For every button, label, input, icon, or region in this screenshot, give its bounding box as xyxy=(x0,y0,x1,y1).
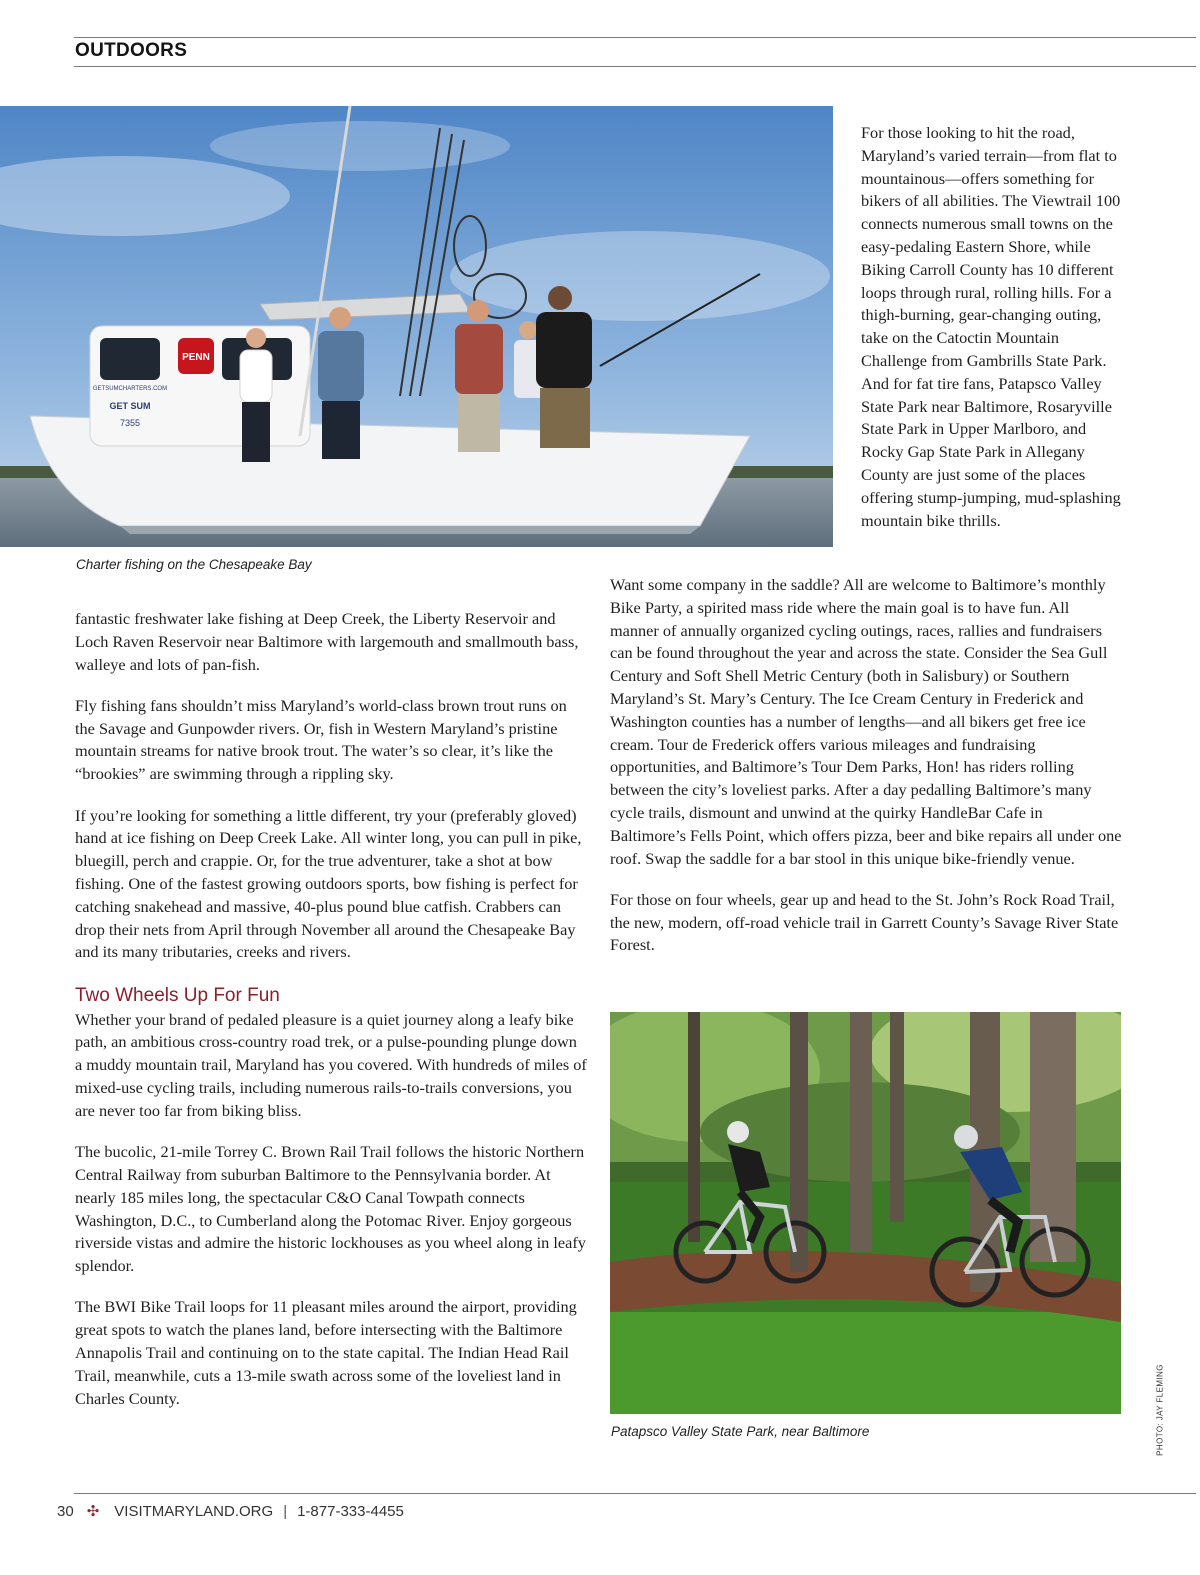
photo-credit: PHOTO: JAY FLEMING xyxy=(1155,1364,1165,1456)
top-right-column xyxy=(861,122,1123,532)
paragraph-lake-fishing: fantastic freshwater lake fishing at Deep Creek, the Liberty Reservoir and Loch Raven Reservoir near Baltimore with largemouth and smallmouth bass, walleye and lots of pan-fish. xyxy=(75,609,579,674)
footer-phone: 1-877-333-4455 xyxy=(297,1502,404,1520)
boat-name-lettering: GET SUM xyxy=(109,401,151,411)
bike-photo-caption: Patapsco Valley State Park, near Baltimore xyxy=(611,1424,870,1439)
footer-rule xyxy=(74,1493,1196,1494)
paragraph-biking-intro: Whether your brand of pedaled pleasure is a quiet journey along a leafy bike path, an ambitious cross-country road trek, or a pulse-pounding plunge down a muddy mountain trail, Maryland has you covered. With hundreds of miles of mixed-use cycling trails, including numerous rails-to-trails conversions, you are never too far from biking bliss. xyxy=(75,1009,587,1120)
section-label: OUTDOORS xyxy=(75,40,188,61)
page-number: 30 xyxy=(57,1502,74,1520)
paragraph-road-biking: For those looking to hit the road, Maryland’s varied terrain—from flat to mountainous—offers something for bikers of all abilities. The Viewtrail 100 connects numerous small towns on the easy-pedaling Eastern Shore, while Biking Carroll County has 10 different loops through rural, rolling hills. For a thigh-burning, gear-changing outing, take on the Catoctin Mountain Challenge from Gambrills State Park. And for fat tire fans, Patapsco Valley State Park near Baltimore, Rosaryville State Park in Upper Marlboro, and Rocky Gap State Park in Allegany County are just some of the places offering stump-jumping, mud-splashing mountain bike thrills. xyxy=(861,123,1121,530)
left-column xyxy=(75,608,587,1429)
paragraph-bike-party: Want some company in the saddle? All are welcome to Baltimore’s monthly Bike Party, a spirited mass ride where the main goal is to have fun. All manner of annually organized cycling outings, races, rallies and fundraisers can be found throughout the year and across the state. Consider the Sea Gull Century and Soft Shell Metric Century (both in Salisbury) or Southern Maryland’s St. Mary’s Century. The Ice Cream Century in Frederick and Washington counties has a number of lengths—and all bikers get free ice cream. Tour de Frederick offers various mileages and fundraising opportunities, and Baltimore’s Tour Dem Parks, Hon! has riders rolling between the city’s loveliest parks. After a day pedalling Baltimore’s many cycle trails, dismount and unwind at the quirky HandleBar Cafe in Baltimore’s Fells Point, which offers pizza, beer and bike repairs all under one roof. Swap the saddle for a bar stool in this unique bike-friendly venue. xyxy=(610,575,1122,868)
boat-photo xyxy=(0,106,833,547)
paragraph-bwi-trail: The BWI Bike Trail loops for 11 pleasant miles around the airport, providing great spots to watch the planes land, before intersecting with the Baltimore Annapolis Trail and continuing on to the state capital. The Indian Head Rail Trail, meanwhile, cuts a 13-mile swath across some of the loveliest land in Charles County. xyxy=(75,1297,577,1408)
footer-website: VISITMARYLAND.ORG xyxy=(114,1502,274,1520)
page-footer xyxy=(57,1502,404,1520)
header-rule-bottom xyxy=(74,66,1196,67)
paragraph-four-wheels: For those on four wheels, gear up and head to the St. John’s Rock Road Trail, the new, modern, off-road vehicle trail in Garrett County’s Savage River State Forest. xyxy=(610,889,1119,955)
boat-photo-caption: Charter fishing on the Chesapeake Bay xyxy=(76,557,312,572)
paragraph-ice-fishing: If you’re looking for something a little different, try your (preferably gloved) hand at ice fishing on Deep Creek Lake. All winter long, you can pull in pike, bluegill, perch and crappie. Or, for the true adventurer, take a shot at bow fishing. One of the fastest growing outdoors sports, bow fishing is perfect for catching snakehead and massive, 40-plus pound blue catfish. Crabbers can drop their nets from April through November all around the Chesapeake Bay and its many tributaries, creeks and rivers. xyxy=(75,805,582,962)
ornament-icon: ✣ xyxy=(86,1503,100,1520)
header-rule-top xyxy=(74,37,1196,38)
footer-separator: | xyxy=(283,1502,288,1520)
penn-logo: PENN xyxy=(182,352,210,363)
bike-photo xyxy=(610,1012,1121,1414)
paragraph-rail-trails: The bucolic, 21-mile Torrey C. Brown Rail Trail follows the historic Northern Central Railway from suburban Baltimore to the Pennsylvania border. At nearly 185 miles long, the spectacular C&O Canal Towpath connects Washington, D.C., to Cumberland along the Potomac River. Enjoy gorgeous riverside vistas and admire the historic lockhouses as you wheel along in leafy splendor. xyxy=(75,1142,586,1276)
subhead-two-wheels: Two Wheels Up For Fun xyxy=(75,984,280,1006)
boat-website-lettering: GETSUMCHARTERS.COM xyxy=(92,386,168,392)
boat-number-lettering: 7355 xyxy=(119,418,141,428)
paragraph-fly-fishing: Fly fishing fans shouldn’t miss Maryland’s world-class brown trout runs on the Savage and Gunpowder rivers. Or, fish in Western Maryland’s pristine mountain streams for native brook trout. The water’s so clear, it’s like the “brookies” are swimming through a rippling sky. xyxy=(75,695,567,784)
right-column xyxy=(610,574,1122,976)
